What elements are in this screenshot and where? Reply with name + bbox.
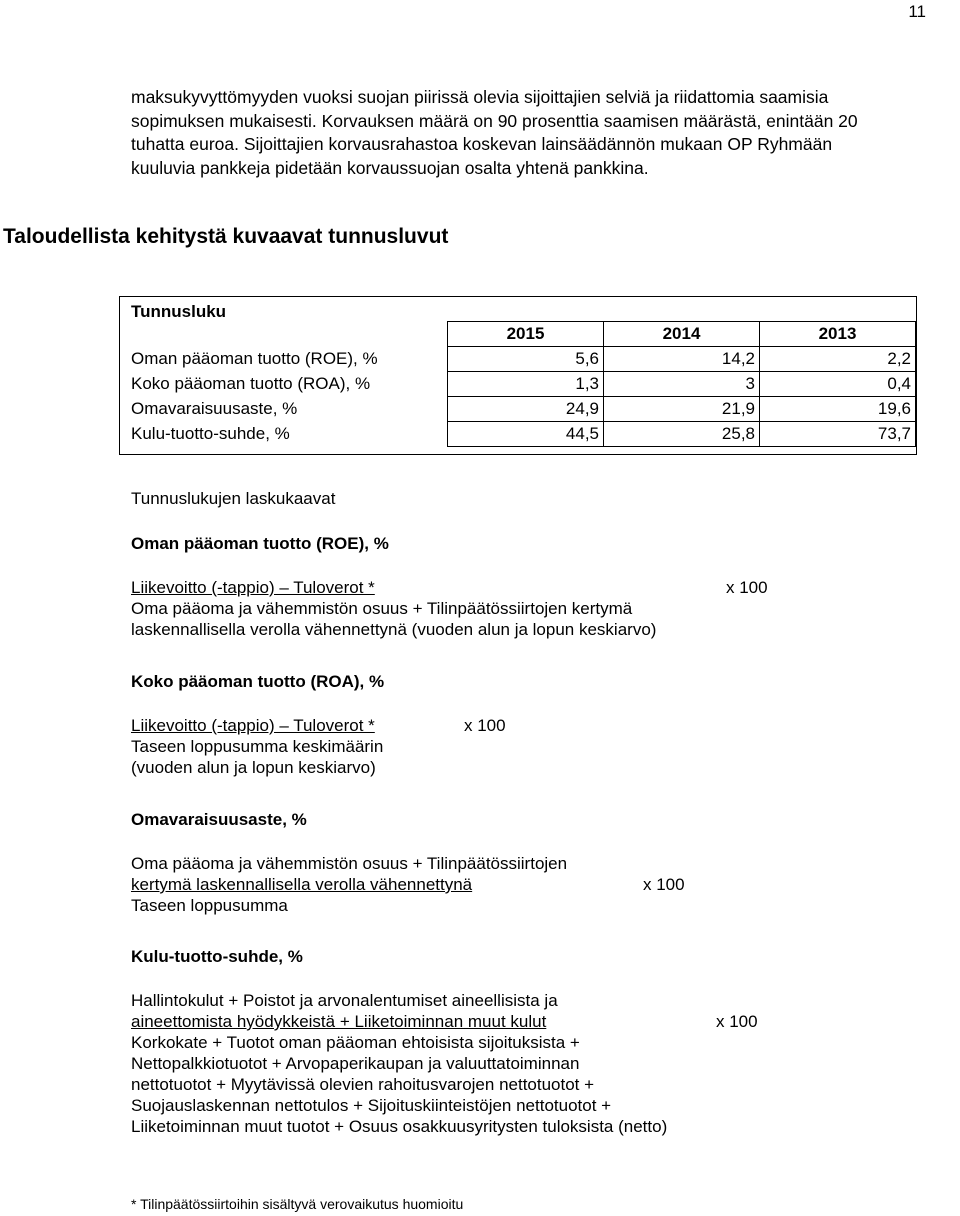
row-value: 3 xyxy=(604,372,760,397)
denominator-line: (vuoden alun ja lopun keskiarvo) xyxy=(131,758,376,777)
table-row xyxy=(120,347,916,372)
page-number: 11 xyxy=(908,2,926,21)
row-value: 25,8 xyxy=(604,422,760,447)
numerator-text: Liikevoitto (-tappio) – Tuloverot * xyxy=(131,716,375,735)
row-label: Omavaraisuusaste, % xyxy=(131,399,298,418)
numerator-text: Liikevoitto (-tappio) – Tuloverot * xyxy=(131,578,375,597)
row-value: 5,6 xyxy=(448,347,604,372)
formula-numerator xyxy=(131,1011,758,1032)
denominator-line: Nettopalkkiotuotot + Arvopaperikaupan ja valuuttatoiminnan xyxy=(131,1054,580,1073)
footnote: * Tilinpäätössiirtoihin sisältyvä verovaikutus huomioitu xyxy=(131,1196,464,1212)
formula-title: Kulu-tuotto-suhde, % xyxy=(131,947,303,966)
row-value: 44,5 xyxy=(448,422,604,447)
intro-line: tuhatta euroa. Sijoittajien korvausrahastoa koskevan lainsäädännön mukaan OP Ryhmään xyxy=(131,134,833,154)
row-label: Kulu-tuotto-suhde, % xyxy=(131,424,290,443)
formulas-heading: Tunnuslukujen laskukaavat xyxy=(131,489,336,508)
intro-line: sopimuksen mukaisesti. Korvauksen määrä on 90 prosenttia saamisen määrästä, enintään 20 xyxy=(131,110,858,131)
numerator-text: aineettomista hyödykkeistä + Liiketoiminnan muut kulut xyxy=(131,1012,547,1031)
multiplier: x 100 xyxy=(643,875,685,894)
row-value: 21,9 xyxy=(604,397,760,422)
numerator-text: kertymä laskennallisella verolla vähennettynä xyxy=(131,875,473,894)
row-value: 1,3 xyxy=(448,372,604,397)
kpi-table xyxy=(120,321,916,447)
denominator-line: Oma pääoma ja vähemmistön osuus + Tilinpäätössiirtojen kertymä xyxy=(131,599,633,618)
formula-title: Oman pääoman tuotto (ROE), % xyxy=(131,534,389,553)
equity-ratio-formula xyxy=(131,809,685,916)
formula-title: Omavaraisuusaste, % xyxy=(131,810,307,829)
intro-paragraph xyxy=(131,86,931,180)
table-row xyxy=(120,422,916,447)
denominator-line: Suojauslaskennan nettotulos + Sijoituskiinteistöjen nettotuotot + xyxy=(131,1096,612,1115)
intro-line: kuuluvia pankkeja pidetään korvaussuojan osalta yhtenä pankkina. xyxy=(131,157,649,178)
row-value: 2,2 xyxy=(760,347,916,372)
kpi-table-header: Tunnusluku xyxy=(131,302,227,321)
numerator-line: Oma pääoma ja vähemmistön osuus + Tilinpäätössiirtojen xyxy=(131,854,568,873)
denominator-line: laskennallisella verolla vähennettynä (vuoden alun ja lopun keskiarvo) xyxy=(131,620,657,639)
kpi-table-box xyxy=(119,296,917,455)
multiplier: x 100 xyxy=(716,1012,758,1031)
row-value: 19,6 xyxy=(760,397,916,422)
multiplier: x 100 xyxy=(726,578,768,597)
year-header: 2015 xyxy=(448,322,604,347)
formula-title: Koko pääoman tuotto (ROA), % xyxy=(131,672,385,691)
row-label: Oman pääoman tuotto (ROE), % xyxy=(131,349,378,368)
row-value: 24,9 xyxy=(448,397,604,422)
denominator-line: nettotuotot + Myytävissä olevien rahoitusvarojen nettotuotot + xyxy=(131,1075,595,1094)
cost-income-formula xyxy=(131,946,758,1137)
roa-formula xyxy=(131,671,506,778)
row-value: 14,2 xyxy=(604,347,760,372)
intro-line: maksukyvyttömyyden vuoksi suojan piirissä olevia sijoittajien selviä ja riidattomia saamisia xyxy=(131,87,829,107)
formula-numerator xyxy=(131,577,768,598)
kpi-year-row xyxy=(120,322,916,347)
denominator-line: Korkokate + Tuotot oman pääoman ehtoisista sijoituksista + xyxy=(131,1033,580,1052)
section-title: Taloudellista kehitystä kuvaavat tunnusluvut xyxy=(3,225,449,248)
formula-numerator xyxy=(131,874,685,895)
row-label: Koko pääoman tuotto (ROA), % xyxy=(131,374,371,393)
denominator-line: Liiketoiminnan muut tuotot + Osuus osakkuusyritysten tuloksista (netto) xyxy=(131,1117,668,1136)
table-row xyxy=(120,397,916,422)
roe-formula xyxy=(131,533,768,640)
multiplier: x 100 xyxy=(464,716,506,735)
year-header: 2014 xyxy=(604,322,760,347)
denominator-line: Taseen loppusumma xyxy=(131,896,288,915)
row-value: 0,4 xyxy=(760,372,916,397)
numerator-line: Hallintokulut + Poistot ja arvonalentumiset aineellisista ja xyxy=(131,991,558,1010)
formula-numerator xyxy=(131,715,506,736)
year-header: 2013 xyxy=(760,322,916,347)
table-row xyxy=(120,372,916,397)
denominator-line: Taseen loppusumma keskimäärin xyxy=(131,737,384,756)
row-value: 73,7 xyxy=(760,422,916,447)
